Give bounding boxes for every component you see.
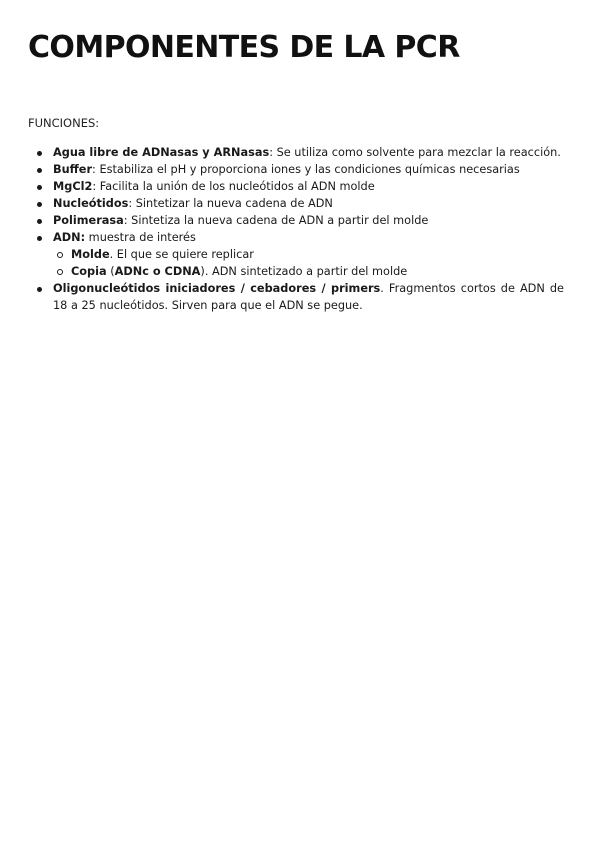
list-item-oligonucleotidos xyxy=(28,280,564,314)
item-text: muestra de interés xyxy=(85,231,196,244)
section-label: FUNCIONES: xyxy=(28,116,100,130)
sub-item-term: Molde xyxy=(71,248,110,261)
components-list xyxy=(28,144,564,314)
item-term: Oligonucleótidos iniciadores xyxy=(53,282,236,295)
item-separator: / xyxy=(316,282,332,295)
item-term-primers: primers xyxy=(331,282,381,295)
item-text: : Sintetizar la nueva cadena de ADN xyxy=(128,197,333,210)
item-term: ADN: xyxy=(53,231,86,244)
sub-item-term: Copia xyxy=(71,265,107,278)
sub-item-text-secondary: ). ADN sintetizado a partir del molde xyxy=(200,265,408,278)
sub-item-term-secondary: ADNc o CDNA xyxy=(114,265,201,278)
page-title: COMPONENTES DE LA PCR xyxy=(28,30,460,65)
sub-item-text: ( xyxy=(106,265,115,278)
list-item-adn xyxy=(28,229,564,280)
item-term: Buffer xyxy=(53,163,93,176)
item-text: : Facilita la unión de los nucleótidos al ADN molde xyxy=(92,180,375,193)
list-item-polimerasa xyxy=(28,212,564,229)
item-term-cebadores: cebadores xyxy=(250,282,317,295)
sub-item-copia xyxy=(53,263,564,280)
item-term: Polimerasa xyxy=(53,214,124,227)
item-term: Agua libre de ADNasas y ARNasas xyxy=(53,146,270,159)
sub-item-text: . El que se quiere replicar xyxy=(109,248,254,261)
sub-item-molde xyxy=(53,246,564,263)
item-text: . Fragmentos cortos de ADN de 18 a 25 nucleótidos. Sirven para que el ADN se pegue. xyxy=(53,282,564,312)
list-item-buffer xyxy=(28,161,564,178)
item-text: : Estabiliza el pH y proporciona iones y las condiciones químicas necesarias xyxy=(92,163,520,176)
item-term: Nucleótidos xyxy=(53,197,129,210)
list-item-agua xyxy=(28,144,564,161)
item-separator: / xyxy=(235,282,251,295)
item-term: MgCl2 xyxy=(53,180,93,193)
adn-sub-list xyxy=(53,246,564,280)
list-item-mgcl2 xyxy=(28,178,564,195)
list-item-nucleotidos xyxy=(28,195,564,212)
item-text: : Se utiliza como solvente para mezclar la reacción. xyxy=(269,146,561,159)
item-text: : Sintetiza la nueva cadena de ADN a partir del molde xyxy=(123,214,429,227)
